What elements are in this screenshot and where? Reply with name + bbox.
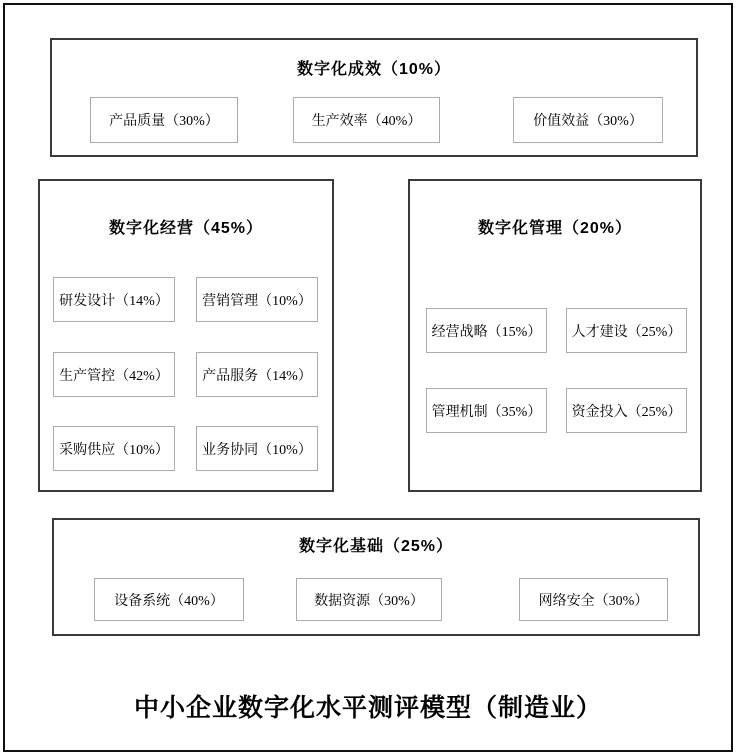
item-procurement-supply: 采购供应（10%）: [53, 426, 175, 471]
section-title-digital-management: 数字化管理（20%）: [477, 220, 633, 237]
section-digital-management: [408, 179, 702, 492]
item-talent-development: 人才建设（25%）: [566, 308, 687, 353]
item-business-strategy: 经营战略（15%）: [426, 308, 547, 353]
diagram-caption: 中小企业数字化水平测评模型（制造业）: [133, 694, 602, 722]
item-production-control: 生产管控（42%）: [53, 352, 175, 397]
item-value-benefit: 价值效益（30%）: [513, 97, 663, 143]
section-digital-foundation: [52, 518, 700, 636]
section-title-digital-operation: 数字化经营（45%）: [108, 220, 264, 237]
diagram-frame: [3, 3, 733, 752]
item-management-mechanism: 管理机制（35%）: [426, 388, 547, 433]
item-capital-investment: 资金投入（25%）: [566, 388, 687, 433]
section-digital-outcome: [50, 38, 698, 157]
item-product-quality: 产品质量（30%）: [90, 97, 238, 143]
item-production-efficiency: 生产效率（40%）: [293, 97, 440, 143]
item-marketing-management: 营销管理（10%）: [196, 277, 318, 322]
item-business-collaboration: 业务协同（10%）: [196, 426, 318, 471]
item-equipment-system: 设备系统（40%）: [94, 578, 244, 621]
section-title-digital-outcome: 数字化成效（10%）: [296, 61, 452, 78]
item-rd-design: 研发设计（14%）: [53, 277, 175, 322]
item-product-service: 产品服务（14%）: [196, 352, 318, 397]
section-digital-operation: [38, 179, 334, 492]
section-title-digital-foundation: 数字化基础（25%）: [298, 538, 454, 555]
item-data-resource: 数据资源（30%）: [296, 578, 442, 621]
item-network-security: 网络安全（30%）: [519, 578, 668, 621]
